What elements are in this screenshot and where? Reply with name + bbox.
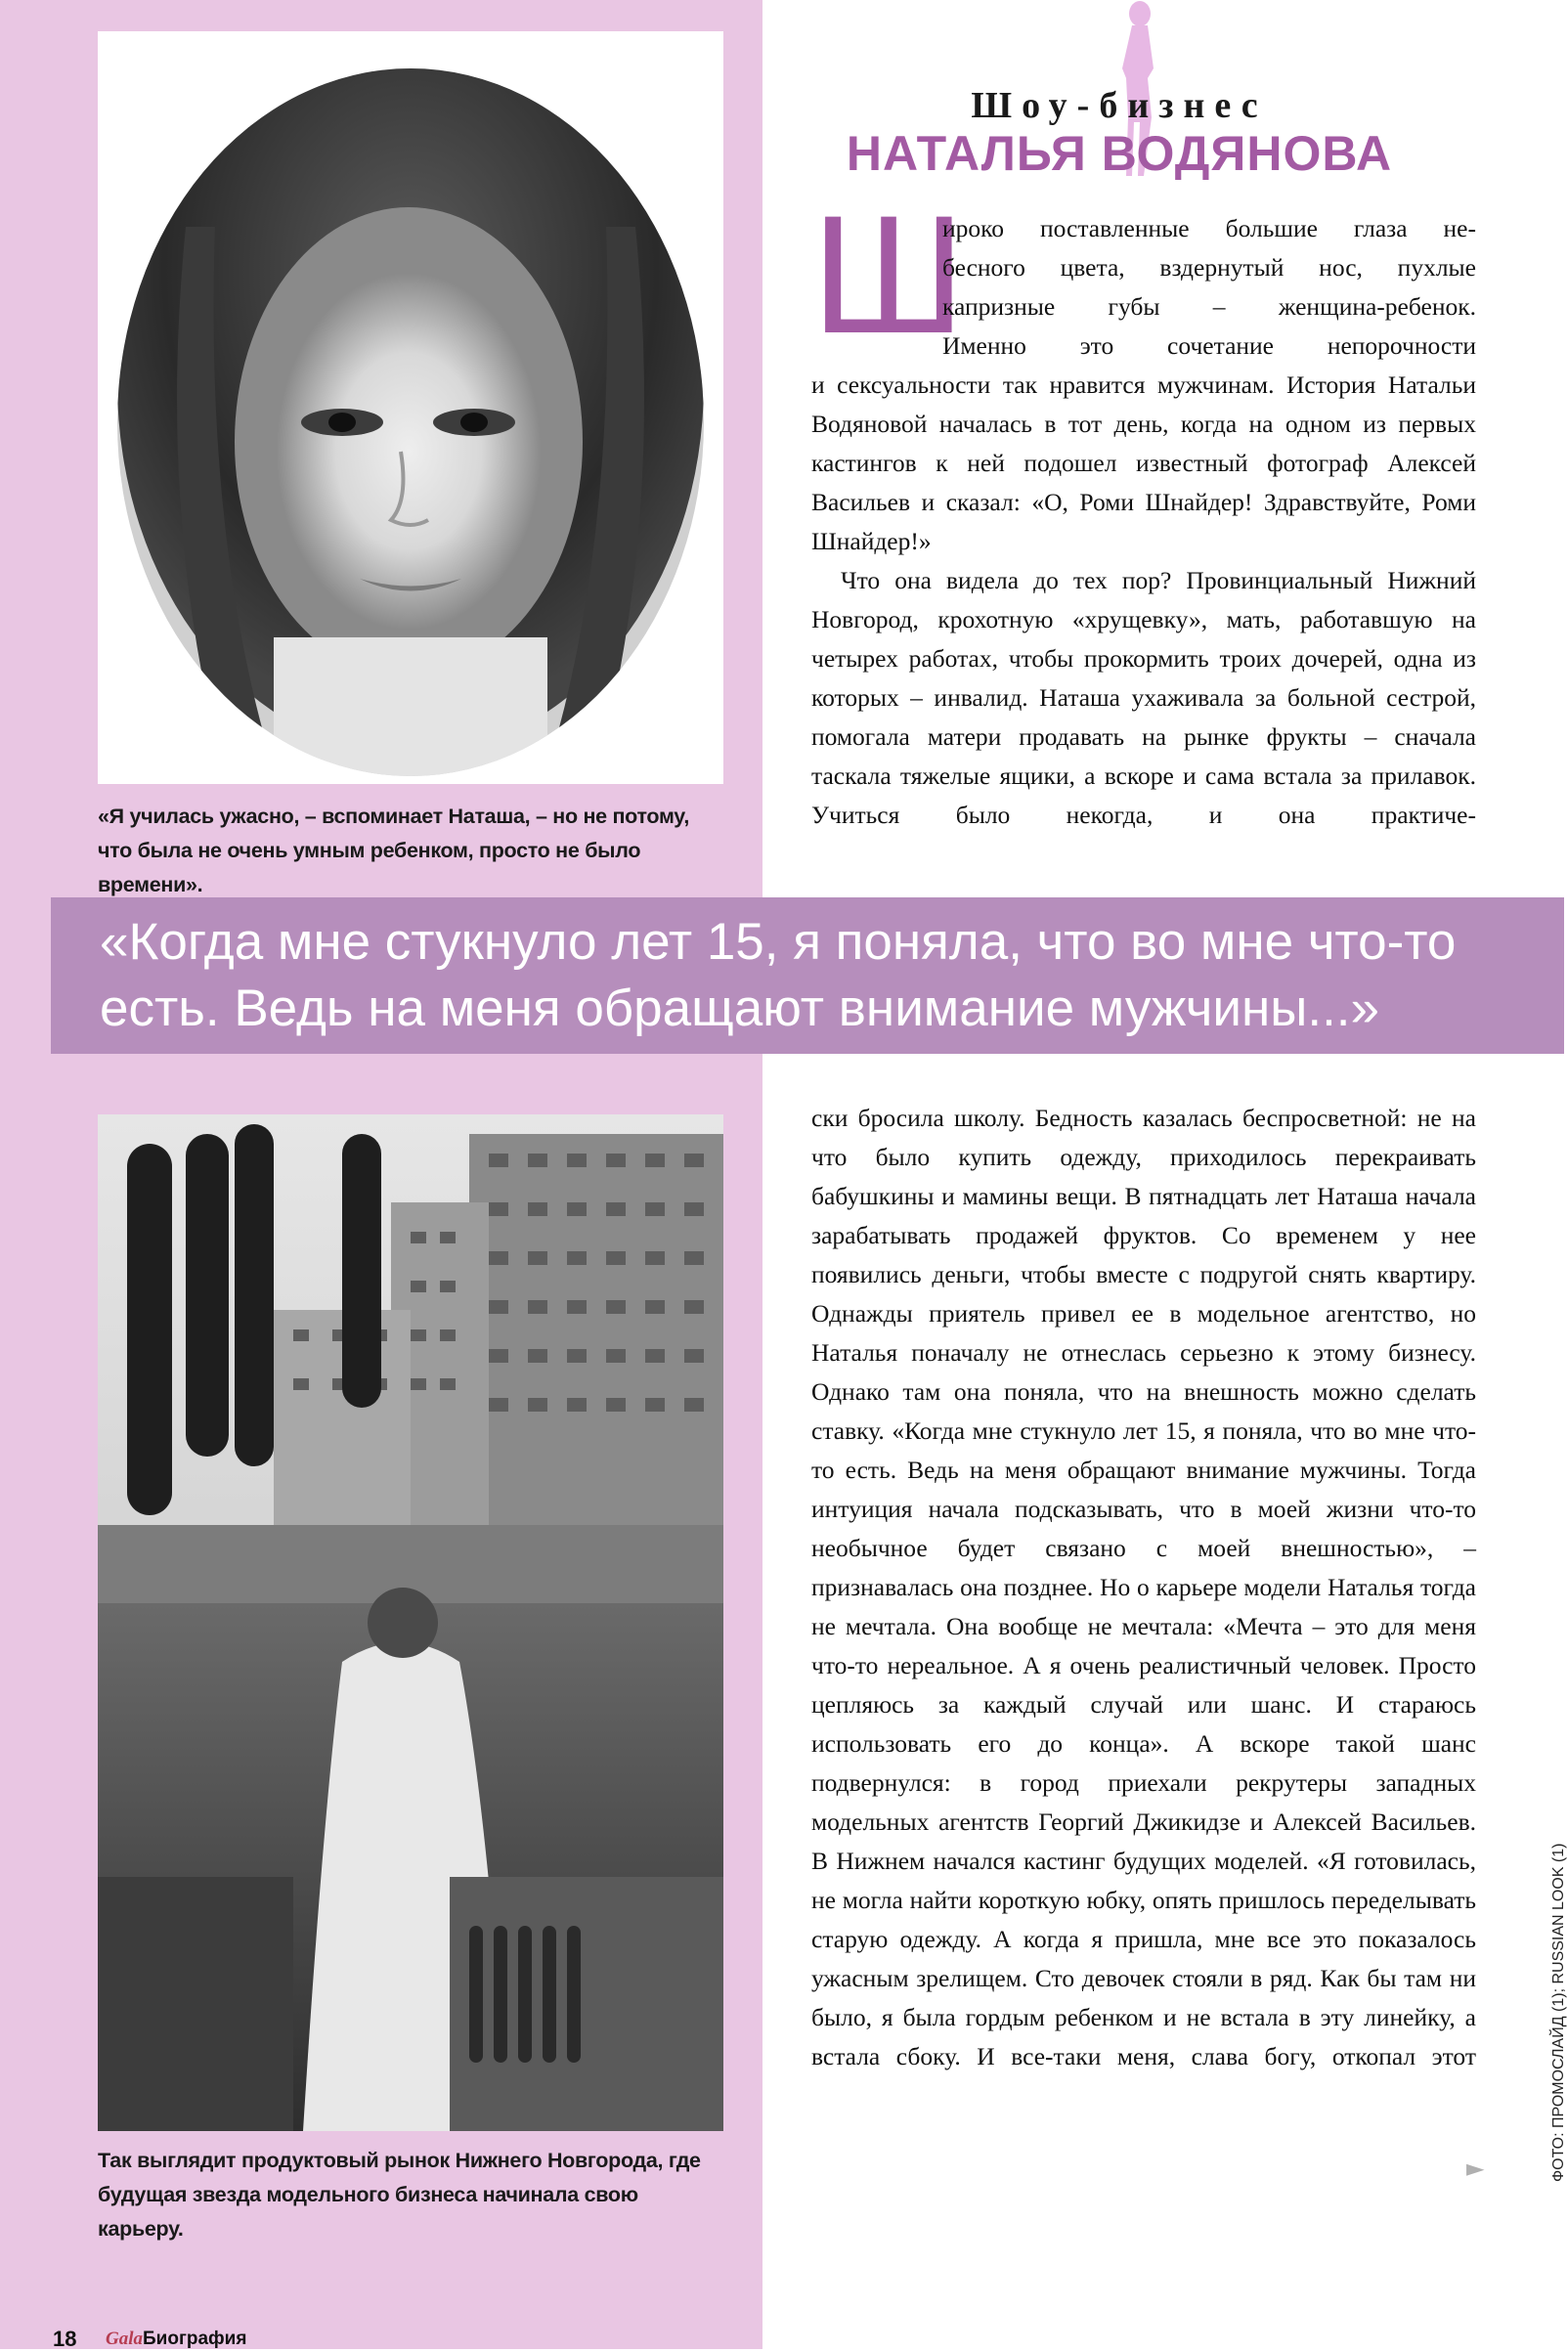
text-line: Именно это сочетание непорочности <box>942 331 1476 360</box>
portrait-image <box>98 31 723 784</box>
photo-credit: ФОТО: ПРОМОСЛАЙД (1); RUSSIAN LOOK (1) <box>1550 1843 1567 2182</box>
page-number: 18 <box>53 2327 77 2351</box>
pull-quote: «Когда мне стукнуло лет 15, я поняла, что во мне что-то есть. Ведь на меня обращают внимание мужчины...» <box>100 913 1457 1037</box>
market-photo <box>98 1114 723 2131</box>
drop-cap: Ш <box>811 181 966 369</box>
magazine-footer <box>106 2329 246 2350</box>
article-column-top <box>811 181 1476 835</box>
market-image <box>98 1114 723 2131</box>
paragraph-career: ски бросила школу. Бедность казалась беспросветной: не на что было купить одежду, приходилось перекраивать бабушкины и мамины вещи. В пятнадцать лет Наташа начала зарабатывать продажей фруктов. Со временем у нее появились деньги, чтобы вместе с подругой снять квартиру. Однажды приятель привел ее в модельное агентство, но Наталья поначалу не отнеслась серьезно к этому бизнесу. Однако там она поняла, что на внешность можно сделать ставку. «Когда мне стукнуло лет 15, я поняла, что во мне что-то есть. Ведь на меня обращают внимание мужчины. Тогда интуиция начала подсказывать, что в моей жизни что-то необычное будет связано с моей внешностью», – признавалась она позднее. Но о карьере модели Наталья тогда не мечтала. Она вообще не мечтала: «Мечта – это для меня что-то нереальное. А я очень реалистичный человек. Просто цепляюсь за каждый случай или шанс. И стараюсь использовать его до конца». А вскоре такой шанс подвернулся: в город приехали рекрутеры западных модельных агентств Георгий Джикидзе и Алексей Васильев. В Нижнем начался кастинг будущих моделей. «Я готовилась, не могла найти короткую юбку, опять пришлось переделывать старую одежду. А когда я пришла, мне все это показалось ужасным зрелищем. Сто девочек стояли в ряд. Как бы там ни было, я была гордым ребенком и не встала в эту линейку, а встала сбоку. И все-таки меня, слава богу, откопал этот <box>811 1104 1476 2070</box>
portrait-caption: «Я училась ужасно, – вспоминает Наташа, – но не потому, что была не очень умным ребенком, просто не было времени». <box>98 805 690 896</box>
magazine-brand: Gala <box>106 2329 143 2349</box>
continue-arrow-icon: ► <box>1466 2155 1485 2182</box>
portrait-photo <box>98 31 723 784</box>
article-column-bottom <box>811 1099 1476 2076</box>
text-line: капризные губы – женщина-ребенок. <box>942 292 1476 321</box>
magazine-section: Биография <box>143 2329 247 2349</box>
paragraph-intro: и сексуальности так нравится мужчинам. История Натальи Водяновой началась в тот день, когда на одном из первых кастингов к ней подошел известный фотограф Алексей Васильев и сказал: «О, Роми Шнайдер! Здравствуйте, Роми Шнайдер!» <box>811 370 1476 555</box>
text-line: ироко поставленные большие глаза не- <box>942 214 1476 242</box>
section-kicker: Шоу-бизнес <box>971 85 1268 126</box>
paragraph-childhood: Что она видела до тех пор? Провинциальный Нижний Новгород, крохотную «хрущевку», мать, работавшую на четырех работах, чтобы прокормить троих дочерей, одна из которых – инвалид. Наташа ухаживала за больной сестрой, помогала матери продавать на рынке фрукты – сначала таскала тяжелые ящики, а вскоре и сама встала за прилавок. Учиться было некогда, и она практиче- <box>811 566 1476 829</box>
article-title: НАТАЛЬЯ ВОДЯНОВА <box>846 126 1393 181</box>
text-line: бесного цвета, вздернутый нос, пухлые <box>942 253 1476 282</box>
market-caption: Так выглядит продуктовый рынок Нижнего Новгорода, где будущая звезда модельного бизнеса начинала свою карьеру. <box>98 2149 701 2241</box>
